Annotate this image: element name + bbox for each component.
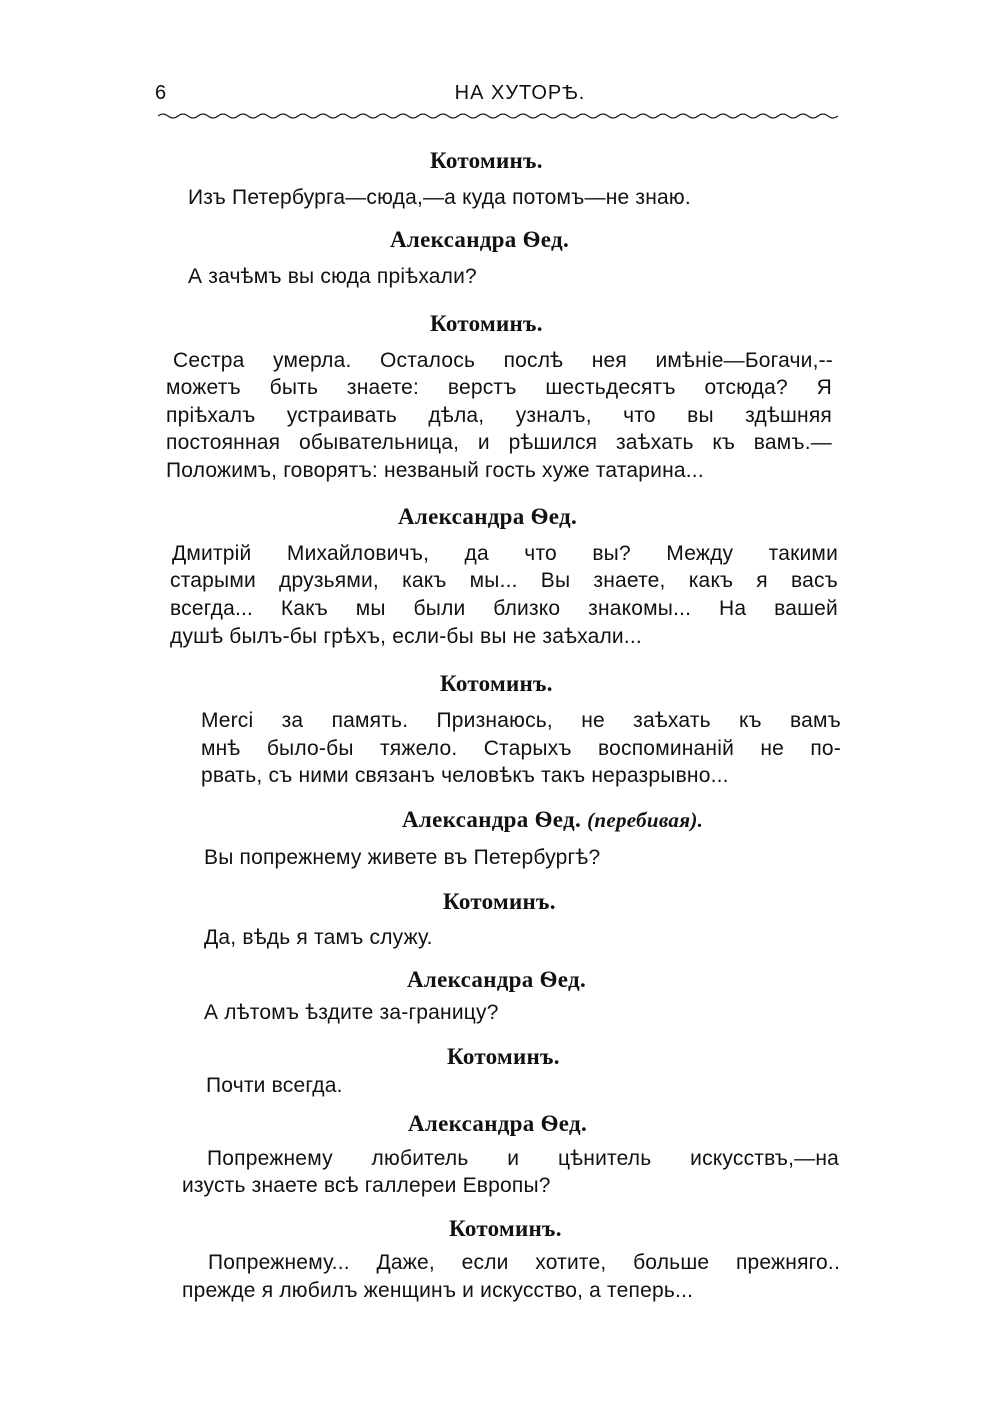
speaker-name: Котоминъ. [430, 311, 543, 336]
dialogue-line: старыми друзьями, какъ мы... Вы знаете, какъ я васъ [170, 569, 838, 592]
page-number: 6 [155, 82, 167, 104]
dialogue-line: Положимъ, говорятъ: незваный гость хуже татарина... [166, 459, 704, 482]
dialogue-line: пріѣхалъ устраивать дѣла, узналъ, что вы здѣшняя [166, 404, 832, 427]
speaker-name: Котоминъ. [443, 889, 556, 914]
page-header [155, 82, 845, 112]
dialogue-line: Дмитрій Михайловичъ, да что вы? Между такими [172, 542, 838, 565]
speaker-name: Котоминъ. [449, 1216, 562, 1241]
speaker-name: Александра Ѳед. [407, 967, 586, 992]
dialogue-line: постоянная обывательница, и рѣшился заѣхать къ вамъ.— [166, 431, 832, 454]
header-rule [158, 112, 838, 120]
dialogue-line: душѣ былъ-бы грѣхъ, если-бы вы не заѣхали... [170, 625, 642, 648]
speaker-name: Котоминъ. [440, 671, 553, 696]
speaker-name: Александра Ѳед. [398, 504, 577, 529]
dialogue-line: А лѣтомъ ѣздите за-границу? [204, 1001, 499, 1024]
dialogue-line: Вы попрежнему живете въ Петербургѣ? [204, 846, 601, 869]
speaker-name-text: Александра Ѳед. [402, 807, 581, 832]
dialogue-line: изусть знаете всѣ галлереи Европы? [182, 1174, 551, 1197]
speaker-name: Александра Ѳед. [408, 1111, 587, 1136]
speaker-name: Котоминъ. [447, 1044, 560, 1069]
dialogue-line: мнѣ было-бы тяжело. Старыхъ воспоминаній не по- [201, 737, 841, 760]
dialogue-line: Изъ Петербурга—сюда,—а куда потомъ—не знаю. [188, 186, 691, 209]
speaker-name: Александра Ѳед. [390, 227, 569, 252]
dialogue-line: Попрежнему любитель и цѣнитель искусствъ,—на [207, 1147, 839, 1170]
dialogue-line: А зачѣмъ вы сюда пріѣхали? [188, 265, 477, 288]
dialogue-line: всегда... Какъ мы были близко знакомы... На вашей [170, 597, 838, 620]
running-title: НА ХУТОРѢ. [454, 82, 586, 104]
stage-direction: (перебивая). [587, 808, 704, 832]
speaker-name: Котоминъ. [430, 148, 543, 173]
speaker-name [402, 807, 703, 833]
dialogue-line: Попрежнему... Даже, если хотите, больше прежняго.. [208, 1251, 840, 1274]
dialogue-line: прежде я любилъ женщинъ и искусство, а теперь... [182, 1279, 694, 1302]
dialogue-line: Сестра умерла. Осталось послѣ нея имѣніе—Богачи,-- [173, 349, 833, 372]
dialogue-line: рвать, съ ними связанъ человѣкъ такъ неразрывно... [201, 764, 729, 787]
dialogue-line: Да, вѣдь я тамъ служу. [204, 926, 433, 949]
dialogue-line: Merci за память. Признаюсь, не заѣхать къ вамъ [201, 709, 841, 732]
dialogue-line: Почти всегда. [206, 1074, 343, 1097]
dialogue-line: можетъ быть знаете: верстъ шестьдесятъ отсюда? Я [166, 376, 832, 399]
